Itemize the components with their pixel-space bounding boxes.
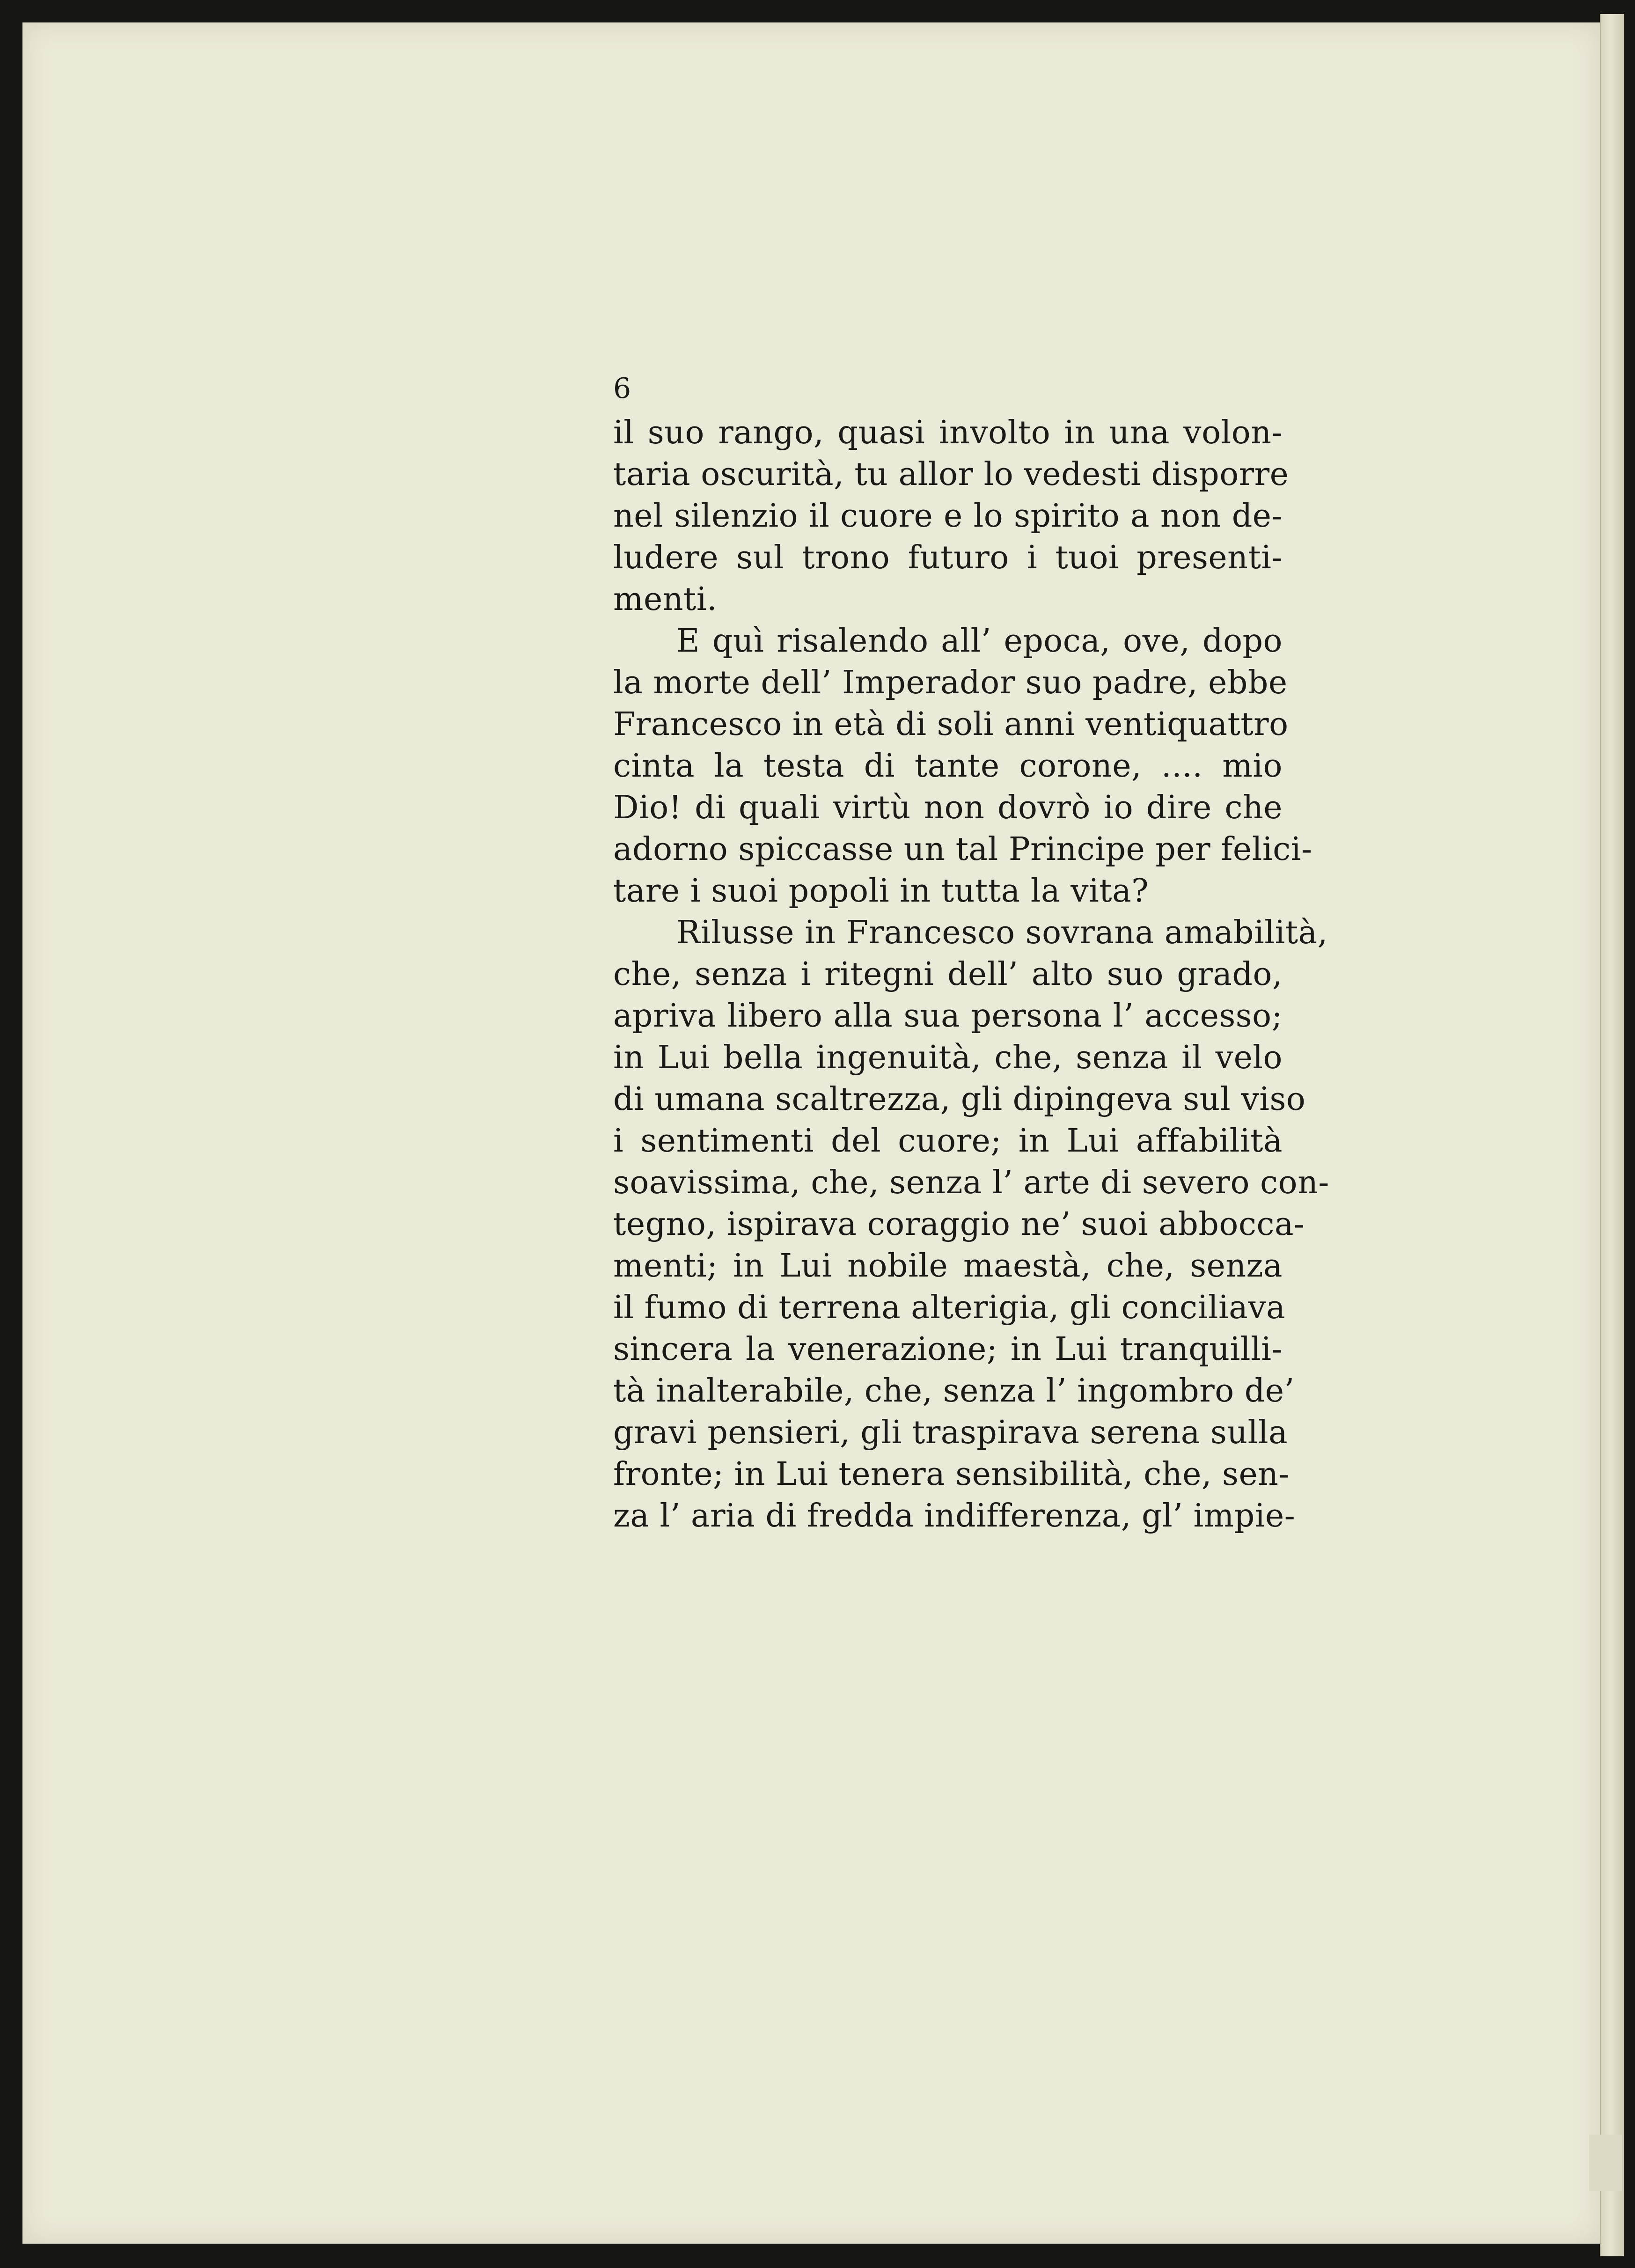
text-line: gravi pensieri, gli traspirava serena sulla xyxy=(613,1414,1288,1451)
text-line: il suo rango, quasi involto in una volon- xyxy=(613,414,1283,451)
text-line: tà inalterabile, che, senza l’ ingombro de’ xyxy=(613,1373,1295,1409)
paragraph xyxy=(613,412,1289,620)
text-line: Francesco in età di soli anni ventiquattro xyxy=(613,706,1289,743)
text-line: menti. xyxy=(613,581,718,618)
text-line: fronte; in Lui tenera sensibilità, che, sen- xyxy=(613,1456,1290,1493)
text-line: za l’ aria di fredda indifferenza, gl’ impie- xyxy=(613,1497,1296,1534)
text-line: Rilusse in Francesco sovrana amabilità, xyxy=(676,914,1328,951)
text-line: la morte dell’ Imperador suo padre, ebbe xyxy=(613,664,1288,701)
text-line: E quì risalendo all’ epoca, ove, dopo xyxy=(676,623,1283,660)
text-line: menti; in Lui nobile maestà, che, senza xyxy=(613,1248,1283,1284)
text-line: Dio! di quali virtù non dovrò io dire che xyxy=(613,789,1283,826)
paragraph xyxy=(613,620,1312,912)
text-line: apriva libero alla sua persona l’ accesso; xyxy=(613,998,1283,1035)
text-line: taria oscurità, tu allor lo vedesti disporre xyxy=(613,456,1289,493)
text-line: ludere sul trono futuro i tuoi presenti- xyxy=(613,539,1283,576)
text-column xyxy=(613,370,1329,1537)
text-line: tegno, ispirava coraggio ne’ suoi abbocca- xyxy=(613,1206,1305,1243)
page-edge xyxy=(1600,14,1624,2256)
text-line: che, senza i ritegni dell’ alto suo grado, xyxy=(613,956,1283,993)
text-line: adorno spiccasse un tal Principe per felici- xyxy=(613,831,1312,868)
page-number: 6 xyxy=(613,372,631,405)
text-line: il fumo di terrena alterigia, gli conciliava xyxy=(613,1289,1286,1326)
text-line: in Lui bella ingenuità, che, senza il velo xyxy=(613,1039,1283,1076)
text-line: sincera la venerazione; in Lui tranquilli- xyxy=(613,1331,1283,1368)
text-line: soavissima, che, senza l’ arte di severo con- xyxy=(613,1164,1329,1201)
text-line: cinta la testa di tante corone, .... mio xyxy=(613,748,1283,785)
text-line: tare i suoi popoli in tutta la vita? xyxy=(613,873,1149,910)
text-line: nel silenzio il cuore e lo spirito a non de- xyxy=(613,498,1283,535)
page-edge-tab xyxy=(1589,2135,1622,2191)
text-line: di umana scaltrezza, gli dipingeva sul viso xyxy=(613,1081,1306,1118)
paragraph xyxy=(613,912,1329,1537)
text-line: i sentimenti del cuore; in Lui affabilità xyxy=(613,1123,1283,1160)
